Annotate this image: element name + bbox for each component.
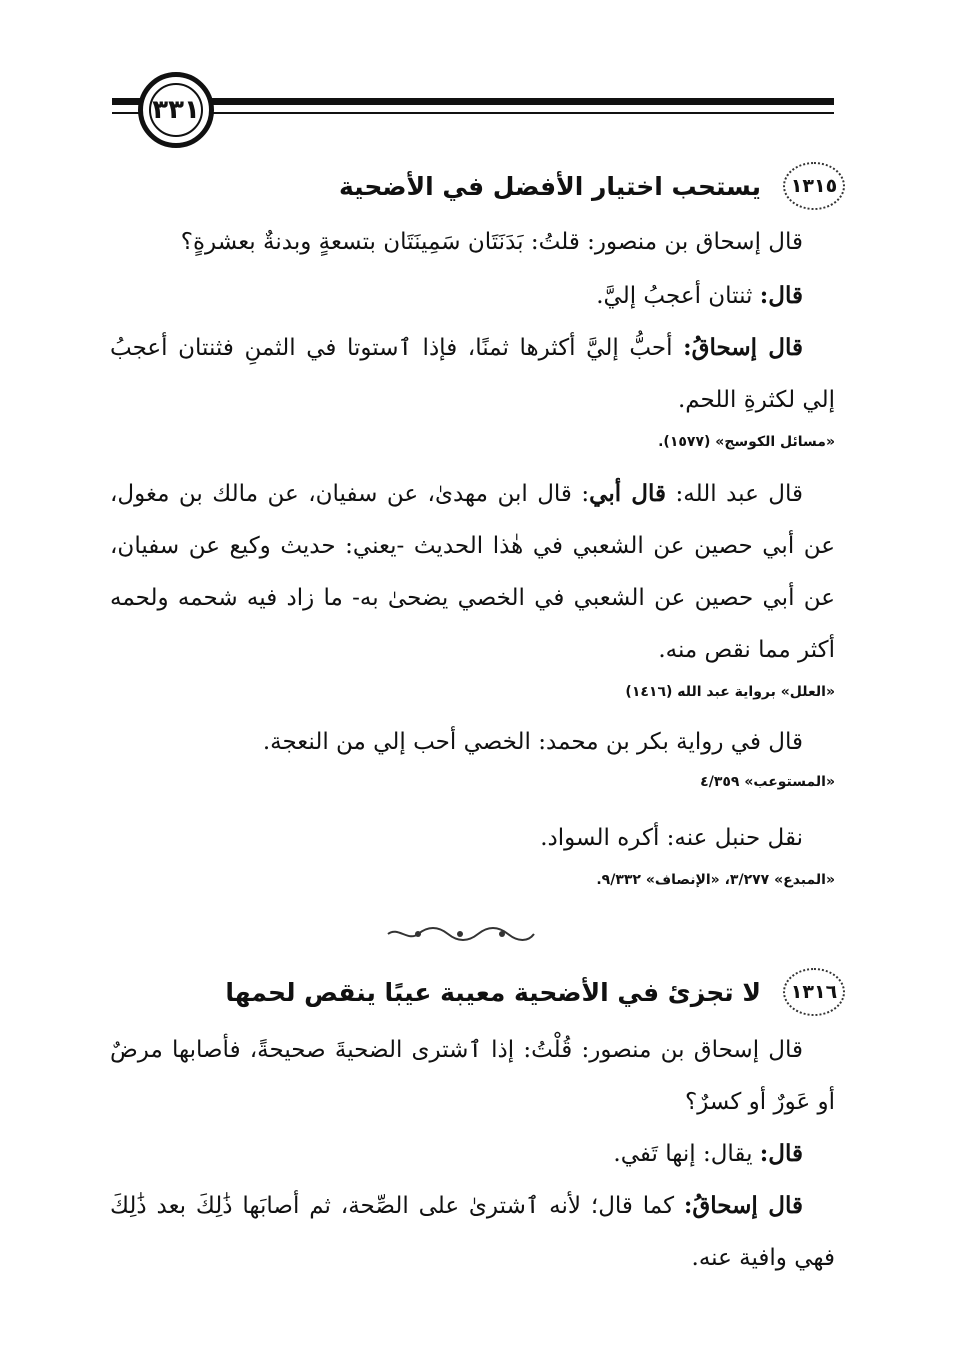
- paragraph: [110, 270, 835, 322]
- paragraph: [110, 1180, 835, 1284]
- section-heading-1315: [339, 160, 845, 212]
- paragraph: [110, 468, 835, 676]
- source-citation: «المستوعب» ٤/٣٥٩: [700, 774, 835, 790]
- paragraph-text: قال إسحاق بن منصور: قلتُ: بَدَنَتَان سَمِينَتَان بتسعةٍ وبدنةٌ بعشرةٍ؟: [180, 229, 803, 255]
- paragraph: [110, 1128, 835, 1180]
- page-number: ٣٣١: [152, 95, 200, 125]
- source-citation: «العلل» برواية عبد الله (١٤١٦): [625, 684, 835, 700]
- section-number: ١٣١٥: [790, 175, 838, 197]
- source-citation: «المبدع» ٣/٢٧٧، «الإنصاف» ٩/٣٣٢.: [596, 872, 835, 888]
- ornament-divider: [380, 924, 540, 944]
- page-number-badge: [138, 72, 214, 148]
- paragraph: قال في رواية بكر بن محمد: الخصي أحب إلي من النعجة.: [262, 729, 803, 755]
- header-rule-thin: [112, 112, 834, 114]
- speaker-label: قال أبي: [589, 480, 667, 507]
- paragraph-lead: قال عبد الله:: [666, 481, 804, 507]
- speaker-label: قال إسحاقُ:: [683, 1192, 803, 1219]
- speaker-label: قال إسحاقُ:: [683, 334, 804, 361]
- section-number-medal: [783, 968, 845, 1016]
- paragraph-text: : قال ابن مهدىٰ، عن سفيان، عن مالك بن مغول، عن أبي حصين عن الشعبي في هٰذا الحديث -يعني: حديث وكيع عن سفيان، عن أبي حصين عن الشعبي في الخصي يضحىٰ به- ما زاد فيه شحمه ولحمه أكثر مما نقص منه.: [110, 481, 835, 663]
- section-number: ١٣١٦: [790, 981, 838, 1003]
- paragraph: نقل حنبل عنه: أكره السواد.: [540, 825, 803, 851]
- speaker-label: قال:: [759, 1140, 803, 1167]
- paragraph: [110, 216, 835, 268]
- paragraph-text: يقال: إنها تَفي.: [613, 1141, 760, 1167]
- section-number-medal: [783, 162, 845, 210]
- header-rule: [112, 98, 834, 105]
- speaker-label: قال:: [759, 282, 803, 309]
- paragraph: قال إسحاق بن منصور: قُلْتُ: إذا ٱشترى الضحيةَ صحيحةً، فأصابها مرضٌ أو عَورٌ أو كسرٌ؟: [110, 1037, 835, 1115]
- paragraph: [110, 322, 835, 426]
- section-heading-1316: [225, 966, 845, 1018]
- paragraph-text: كما قال؛ لأنه ٱشترىٰ على الصِّحة، ثم أصابَها ذَٰلِكَ بعد ذَٰلِكَ فهي وافية عنه.: [110, 1193, 835, 1271]
- source-citation: «مسائل الكوسج» (١٥٧٧).: [658, 434, 835, 450]
- section-title: يستحب اختيار الأفضل في الأضحية: [339, 171, 761, 201]
- paragraph-text: ثنتان أعجبُ إليَّ.: [596, 283, 760, 309]
- section-title: لا تجزئ في الأضحية معيبة عيبًا ينقص لحمها: [225, 977, 761, 1007]
- paragraph-text: أحبُّ إليَّ أكثرها ثمنًا، فإذا ٱستوتا في الثمنِ فثنتان أعجبُ إلي لكثرةِ اللحم.: [110, 335, 835, 413]
